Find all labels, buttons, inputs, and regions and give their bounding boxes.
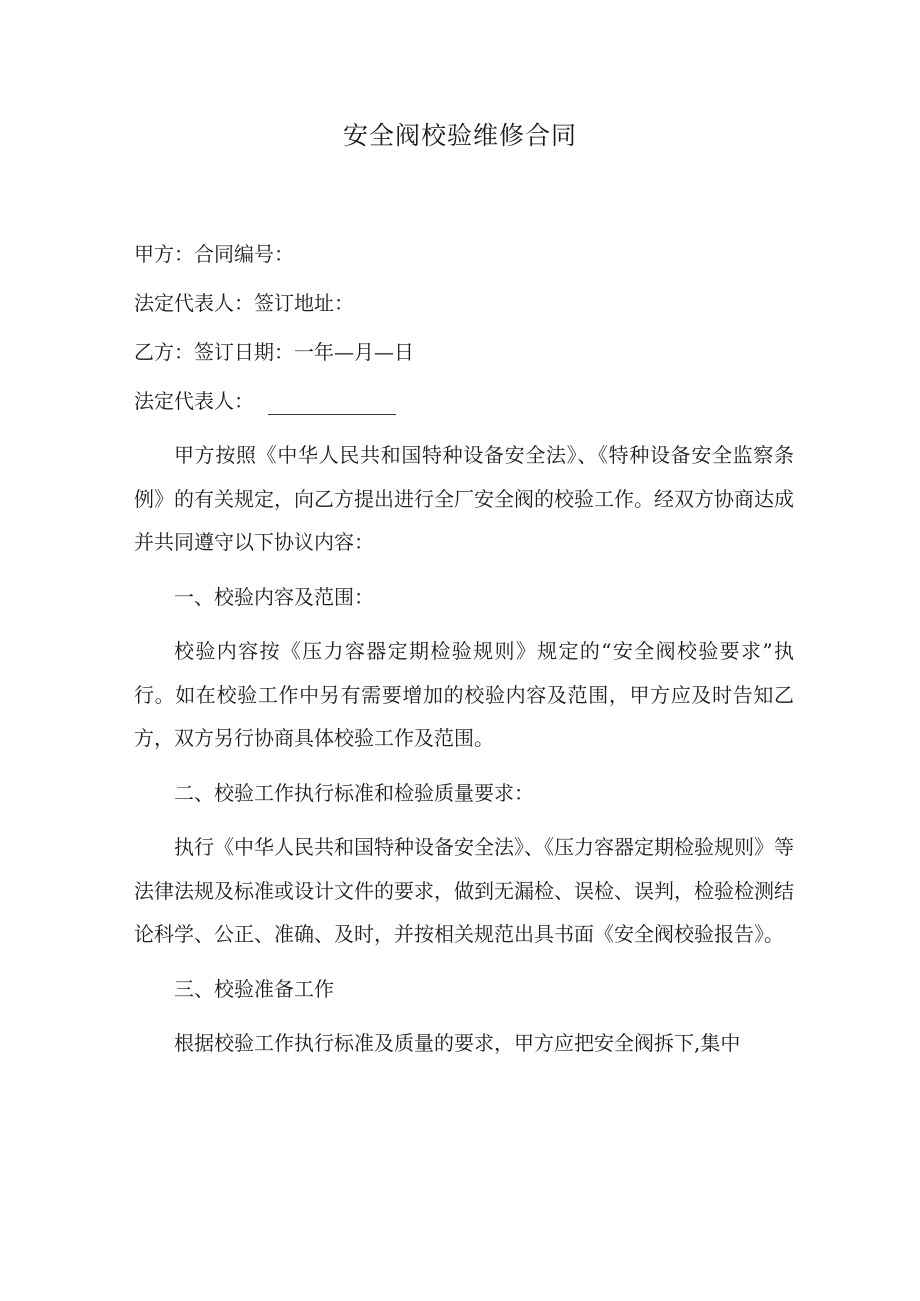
party-b-line: [134, 334, 794, 383]
party-b-text: 乙方：签订日期：一年—月—日: [134, 340, 414, 364]
section-2-heading: 二、校验工作执行标准和检验质量要求：: [174, 780, 534, 805]
section-1-heading: 一、校验内容及范围：: [174, 584, 374, 609]
party-a-representative-line: [134, 285, 794, 334]
party-b-representative-line: [134, 383, 794, 432]
party-info-block: [134, 236, 794, 432]
party-a-text: 甲方：合同编号：: [134, 242, 294, 266]
section-3-heading: 三、校验准备工作: [174, 976, 334, 1001]
section-2-paragraph: 执行《中华人民共和国特种设备安全法》、《压力容器定期检验规则》等法律法规及标准或设计文件的要求，做到无漏检、误检、误判，检验检测结论科学、公正、准确、及时，并按相关规范出具书面《安全阀校验报告》。: [134, 835, 794, 946]
party-b-representative-text: 法定代表人：: [134, 389, 254, 413]
document-title: 安全阀校验维修合同: [342, 121, 577, 150]
section-1-paragraph: 校验内容按《压力容器定期检验规则》规定的“安全阀校验要求”执行。如在校验工作中另有需要增加的校验内容及范围，甲方应及时告知乙方，双方另行协商具体校验工作及范围。: [134, 639, 794, 750]
contract-body: [134, 434, 794, 1077]
signature-blank-line: [268, 390, 396, 415]
party-a-line: [134, 236, 794, 285]
section-3-paragraph: 根据校验工作执行标准及质量的要求，甲方应把安全阀拆下,集中: [174, 1031, 741, 1055]
party-a-representative-text: 法定代表人：签订地址：: [134, 291, 354, 315]
intro-paragraph: 甲方按照《中华人民共和国特种设备安全法》、《特种设备安全监察条例》的有关规定，向乙方提出进行全厂安全阀的校验工作。经双方协商达成并共同遵守以下协议内容：: [134, 443, 794, 554]
